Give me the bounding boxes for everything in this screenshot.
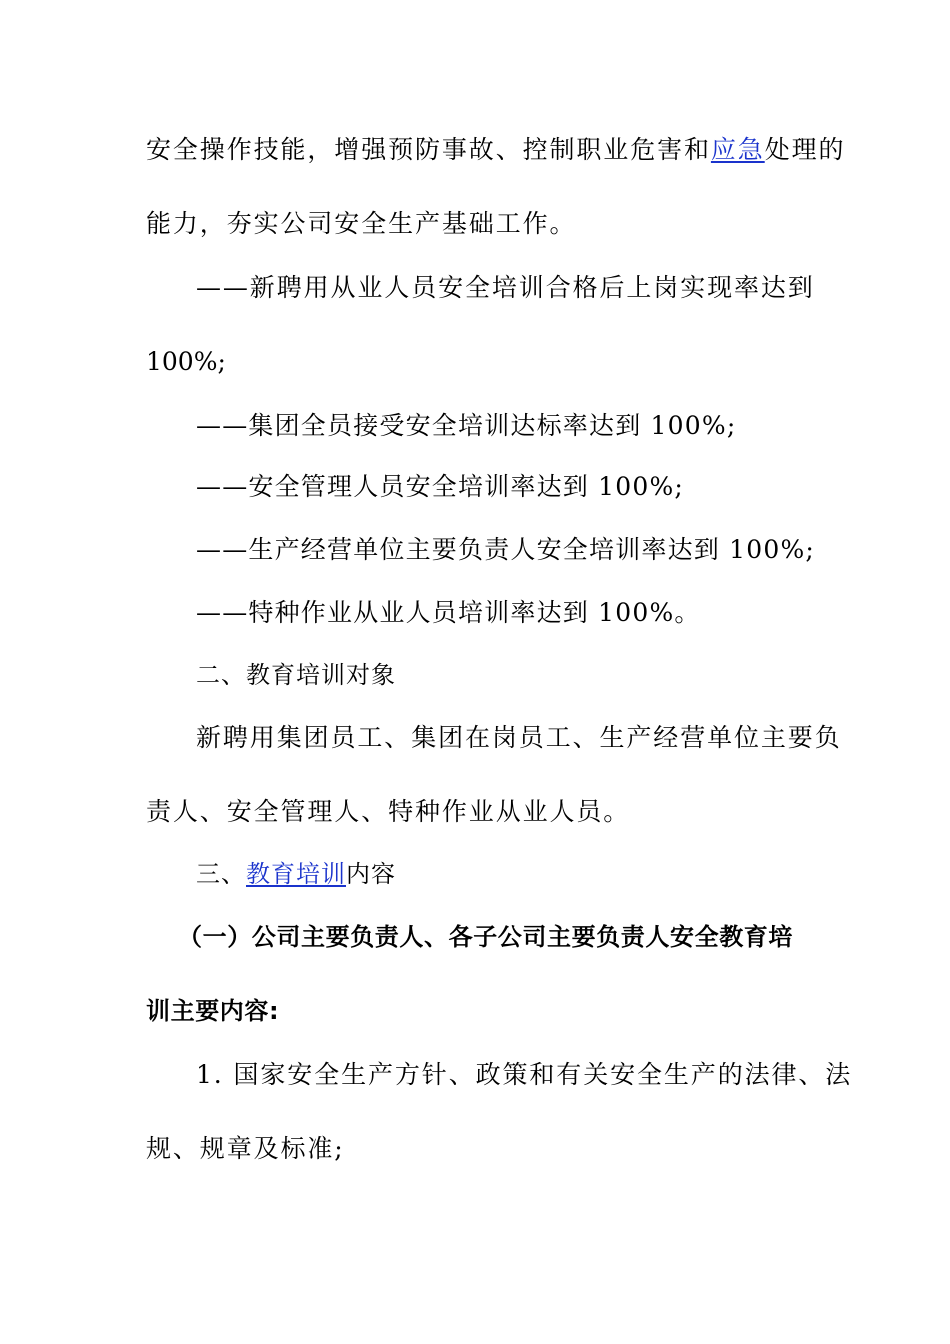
goal-item: ——新聘用从业人员安全培训合格后上岗实现率达到 <box>196 273 815 302</box>
goal-item: ——安全管理人员安全培训率达到 100%; <box>196 472 685 501</box>
paragraph-line <box>146 134 845 166</box>
text: 三、 <box>196 860 246 888</box>
goal-item: ——特种作业从业人员培训率达到 100%。 <box>196 598 701 627</box>
goal-item: ——集团全员接受安全培训达标率达到 100%; <box>196 411 737 440</box>
text: 内容 <box>346 860 396 888</box>
list-item-continuation: 规、规章及标准; <box>146 1134 345 1163</box>
list-item: 1. 国家安全生产方针、政策和有关安全生产的法律、法 <box>196 1060 853 1089</box>
education-training-link[interactable]: 教育培训 <box>246 860 346 888</box>
text: 安全操作技能，增强预防事故、控制职业危害和 <box>146 135 711 164</box>
paragraph-line: 责人、安全管理人、特种作业从业人员。 <box>146 797 631 826</box>
emergency-link[interactable]: 应急 <box>710 135 765 164</box>
goal-item-continuation: 100%; <box>146 347 226 376</box>
paragraph-line: 新聘用集团员工、集团在岗员工、生产经营单位主要负 <box>196 723 842 752</box>
text: 处理的 <box>764 135 846 164</box>
goal-item: ——生产经营单位主要负责人安全培训率达到 100%; <box>196 535 816 564</box>
section-heading: 二、教育培训对象 <box>196 661 396 689</box>
paragraph-line: 能力，夯实公司安全生产基础工作。 <box>146 209 577 238</box>
subsection-heading: 训主要内容: <box>146 997 280 1025</box>
subsection-heading: （一）公司主要负责人、各子公司主要负责人安全教育培 <box>178 923 793 951</box>
section-heading <box>196 858 396 890</box>
